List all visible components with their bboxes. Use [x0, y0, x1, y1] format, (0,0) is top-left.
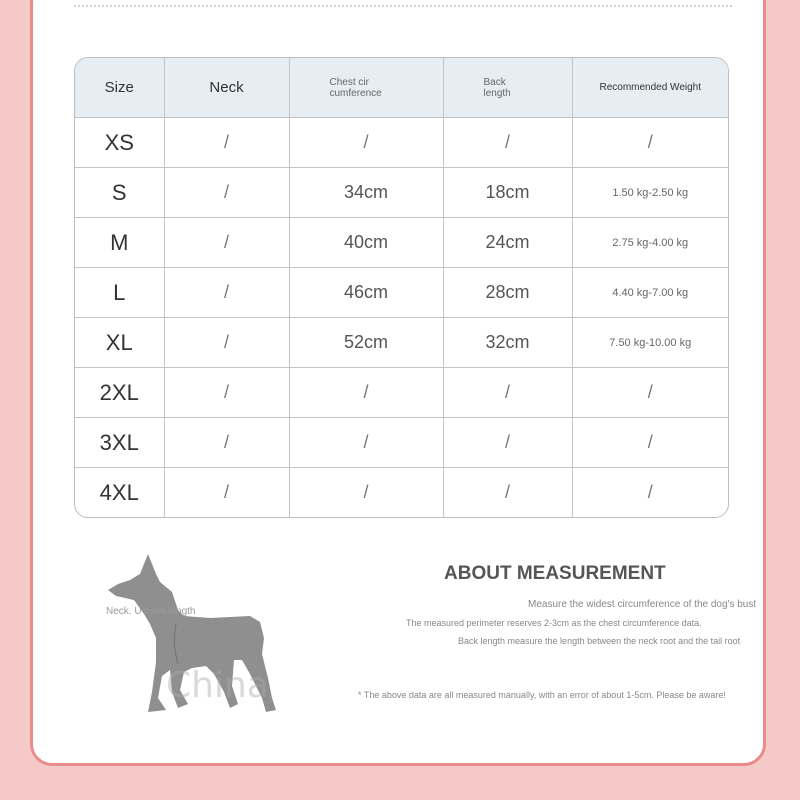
header-chest-line1: Chest cir	[329, 76, 369, 88]
cell-size: M	[75, 218, 164, 268]
cell-back: /	[443, 118, 572, 168]
cell-chest: 52cm	[289, 318, 443, 368]
header-back-length	[443, 58, 572, 118]
cell-weight: /	[572, 418, 728, 468]
table-row	[75, 168, 728, 218]
back-length-note: Back length measure the length between the neck root and the tail root	[458, 636, 741, 646]
cell-chest: 40cm	[289, 218, 443, 268]
neck-note: Neck. U back length	[106, 606, 196, 617]
watermark: China	[166, 665, 269, 706]
cell-weight: /	[572, 118, 728, 168]
cell-size: XL	[75, 318, 164, 368]
cell-size: L	[75, 268, 164, 318]
cell-size: S	[75, 168, 164, 218]
cell-size: 3XL	[75, 418, 164, 468]
cell-back: 18cm	[443, 168, 572, 218]
cell-size: XS	[75, 118, 164, 168]
cell-neck: /	[164, 468, 289, 518]
cell-neck: /	[164, 318, 289, 368]
header-back-line2: length	[483, 87, 511, 99]
cell-chest: /	[289, 118, 443, 168]
table-row	[75, 218, 728, 268]
table-row	[75, 418, 728, 468]
cell-size: 2XL	[75, 368, 164, 418]
cell-back: 32cm	[443, 318, 572, 368]
header-chest	[289, 58, 443, 118]
cell-chest: 34cm	[289, 168, 443, 218]
cell-weight: 7.50 kg-10.00 kg	[572, 318, 728, 368]
cell-back: 28cm	[443, 268, 572, 318]
table-row	[75, 268, 728, 318]
dotted-divider	[74, 5, 732, 7]
header-back-line1: Back	[483, 76, 506, 88]
cell-back: 24cm	[443, 218, 572, 268]
cell-weight: /	[572, 368, 728, 418]
cell-neck: /	[164, 218, 289, 268]
cell-neck: /	[164, 368, 289, 418]
header-weight: Recommended Weight	[572, 58, 728, 118]
cell-neck: /	[164, 118, 289, 168]
cell-chest: /	[289, 468, 443, 518]
about-measurement-title: ABOUT MEASUREMENT	[444, 563, 666, 584]
cell-weight: 4.40 kg-7.00 kg	[572, 268, 728, 318]
disclaimer-note: * The above data are all measured manually, with an error of about 1-5cm. Please be aware!	[358, 690, 726, 700]
table-row	[75, 118, 728, 168]
cell-back: /	[443, 468, 572, 518]
cell-chest: /	[289, 418, 443, 468]
table-row	[75, 468, 728, 518]
cell-neck: /	[164, 418, 289, 468]
cell-weight: /	[572, 468, 728, 518]
cell-chest: 46cm	[289, 268, 443, 318]
perimeter-note: The measured perimeter reserves 2-3cm as the chest circumference data.	[406, 618, 702, 628]
header-size: Size	[75, 58, 164, 118]
cell-neck: /	[164, 268, 289, 318]
table-row	[75, 368, 728, 418]
cell-neck: /	[164, 168, 289, 218]
header-neck: Neck	[164, 58, 289, 118]
cell-back: /	[443, 418, 572, 468]
header-chest-line2: cumference	[329, 87, 382, 99]
cell-weight: 2.75 kg-4.00 kg	[572, 218, 728, 268]
chest-note: Measure the widest circumference of the dog's bust	[528, 599, 757, 610]
cell-chest: /	[289, 368, 443, 418]
cell-weight: 1.50 kg-2.50 kg	[572, 168, 728, 218]
cell-back: /	[443, 368, 572, 418]
size-chart-table	[74, 57, 729, 518]
cell-size: 4XL	[75, 468, 164, 518]
table-row	[75, 318, 728, 368]
table-header-row	[75, 58, 728, 118]
